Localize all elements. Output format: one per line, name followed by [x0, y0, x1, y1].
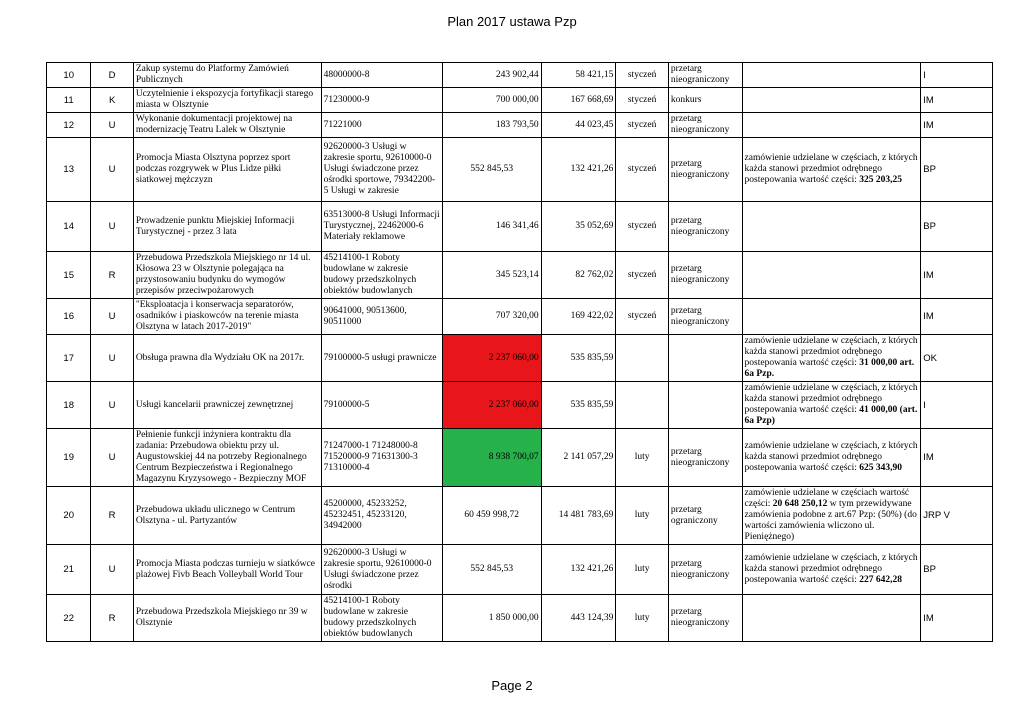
notes-text: zamówienie udzielane w częściach, z których każda stanowi przedmiot odrębnego postepowania wartość części: — [744, 336, 918, 368]
department-cell: IM — [921, 113, 993, 138]
notes-text: zamówienie udzielane w częściach, z których każda stanowi przedmiot odrębnego postepowania wartość części: — [744, 441, 918, 473]
table-row — [47, 252, 993, 299]
department-cell: BP — [921, 202, 993, 252]
notes-cell — [742, 335, 921, 382]
description-cell: Obsługa prawna dla Wydziału OK na 2017r. — [133, 335, 321, 382]
euro-value-cell: 82 762,02 — [541, 252, 616, 299]
notes-text: zamówienie udzielane w częściach, z których każda stanowi przedmiot odrębnego postepowania wartość części: — [744, 153, 918, 185]
table-row — [47, 202, 993, 252]
type-code-cell: U — [91, 429, 133, 487]
net-value-cell: 243 902,44 — [442, 63, 541, 88]
notes-value: 325 203,25 — [859, 175, 903, 185]
deadline-cell — [616, 335, 668, 382]
description-cell: Promocja Miasta podczas turnieju w siatkówce plażowej Fivb Beach Volleyball World Tour — [133, 545, 321, 595]
net-value-cell: 146 341,46 — [442, 202, 541, 252]
cpv-code-cell: 71247000-1 71248000-8 71520000-9 71631300-3 71310000-4 — [321, 429, 442, 487]
table-row — [47, 138, 993, 202]
page-number: Page 2 — [491, 678, 533, 693]
euro-value-cell: 58 421,15 — [541, 63, 616, 88]
department-cell: I — [921, 382, 993, 429]
notes-value: 31 000,00 art. 6a Pzp. — [744, 358, 915, 379]
row-number-cell: 10 — [47, 63, 91, 88]
net-value-cell: 183 793,50 — [442, 113, 541, 138]
department-cell: IM — [921, 595, 993, 642]
description-cell: Zakup systemu do Platformy Zamówień Publicznych — [133, 63, 321, 88]
cpv-code-cell: 45200000, 45233252, 45232451, 45233120, 34942000 — [321, 487, 442, 545]
cpv-code-cell: 92620000-3 Usługi w zakresie sportu, 92610000-0 Usługi świadczone przez ośrodki sportowe, 79342200-5 Usługi w zakresie — [321, 138, 442, 202]
cpv-code-cell: 63513000-8 Usługi Informacji Turystycznej, 22462000-6 Materiały reklamowe — [321, 202, 442, 252]
notes-cell — [742, 88, 921, 113]
type-code-cell: U — [91, 138, 133, 202]
department-cell: IM — [921, 429, 993, 487]
deadline-cell: luty — [616, 429, 668, 487]
department-cell: IM — [921, 88, 993, 113]
table-row — [47, 335, 993, 382]
row-number-cell: 20 — [47, 487, 91, 545]
description-cell: Przebudowa układu ulicznego w Centrum Olsztyna - ul. Partyzantów — [133, 487, 321, 545]
net-value-cell: 552 845,53 — [442, 138, 541, 202]
notes-cell — [742, 429, 921, 487]
table-row — [47, 595, 993, 642]
net-value-cell: 707 320,00 — [442, 299, 541, 335]
page-title: Plan 2017 ustawa Pzp — [447, 14, 577, 29]
notes-value: 41 000,00 (art. 6a Pzp) — [744, 405, 918, 426]
row-number-cell: 14 — [47, 202, 91, 252]
euro-value-cell: 2 141 057,29 — [541, 429, 616, 487]
net-value-cell: 2 237 060,00 — [442, 382, 541, 429]
department-cell: IM — [921, 299, 993, 335]
description-cell: Pełnienie funkcji inżyniera kontraktu dla zadania: Przebudowa obiektu przy ul. Augustowskiej 44 na potrzeby Regionalnego Centrum Bezpieczeństwa i Regionalnego Magazynu Kryzysowego - Bezpieczny MOF — [133, 429, 321, 487]
euro-value-cell: 132 421,26 — [541, 138, 616, 202]
procedure-cell: konkurs — [668, 88, 742, 113]
row-number-cell: 11 — [47, 88, 91, 113]
row-number-cell: 16 — [47, 299, 91, 335]
notes-cell — [742, 63, 921, 88]
department-cell: I — [921, 63, 993, 88]
procedure-cell: przetarg nieograniczony — [668, 113, 742, 138]
deadline-cell: styczeń — [616, 299, 668, 335]
department-cell: IM — [921, 252, 993, 299]
notes-text-tail: w tym przewidywane zamówienia podobne z art.67 Pzp: (50%) (do wartości zamówienia wliczono ul. Pieniężnego) — [744, 499, 917, 542]
cpv-code-cell: 71221000 — [321, 113, 442, 138]
cpv-code-cell: 79100000-5 — [321, 382, 442, 429]
notes-text: zamówienie udzielane w częściach, z których każda stanowi przedmiot odrębnego postepowania wartość części: — [744, 553, 918, 585]
euro-value-cell: 167 668,69 — [541, 88, 616, 113]
description-cell: "Eksploatacja i konserwacja separatorów, osadników i piaskowców na terenie miasta Olsztyna w latach 2017-2019" — [133, 299, 321, 335]
deadline-cell: styczeń — [616, 252, 668, 299]
type-code-cell: K — [91, 88, 133, 113]
euro-value-cell: 443 124,39 — [541, 595, 616, 642]
net-value-cell: 60 459 998,72 — [442, 487, 541, 545]
description-cell: Prowadzenie punktu Miejskiej Informacji Turystycznej - przez 3 lata — [133, 202, 321, 252]
notes-cell — [742, 299, 921, 335]
description-cell: Usługi kancelarii prawniczej zewnętrznej — [133, 382, 321, 429]
table-row — [47, 63, 993, 88]
procedure-cell: przetarg nieograniczony — [668, 545, 742, 595]
procedure-cell: przetarg nieograniczony — [668, 252, 742, 299]
euro-value-cell: 535 835,59 — [541, 335, 616, 382]
net-value-cell: 2 237 060,00 — [442, 335, 541, 382]
cpv-code-cell: 45214100-1 Roboty budowlane w zakresie budowy przedszkolnych obiektów budowlanych — [321, 595, 442, 642]
table-row — [47, 429, 993, 487]
department-cell: BP — [921, 545, 993, 595]
type-code-cell: U — [91, 113, 133, 138]
row-number-cell: 21 — [47, 545, 91, 595]
department-cell: JRP V — [921, 487, 993, 545]
notes-text: zamówienie udzielane w częściach, z których każda stanowi przedmiot odrębnego postepowania wartość części: — [744, 383, 918, 415]
procedure-cell: przetarg nieograniczony — [668, 202, 742, 252]
table-row — [47, 487, 993, 545]
notes-value: 20 648 250,12 — [772, 499, 828, 509]
notes-cell — [742, 595, 921, 642]
row-number-cell: 18 — [47, 382, 91, 429]
row-number-cell: 13 — [47, 138, 91, 202]
euro-value-cell: 14 481 783,69 — [541, 487, 616, 545]
euro-value-cell: 35 052,69 — [541, 202, 616, 252]
net-value-cell: 345 523,14 — [442, 252, 541, 299]
description-cell: Wykonanie dokumentacji projektowej na modernizację Teatru Lalek w Olsztynie — [133, 113, 321, 138]
procedure-cell: przetarg nieograniczony — [668, 595, 742, 642]
procedure-cell: przetarg nieograniczony — [668, 63, 742, 88]
procedure-cell: przetarg nieograniczony — [668, 138, 742, 202]
department-cell: BP — [921, 138, 993, 202]
deadline-cell: luty — [616, 545, 668, 595]
table-row — [47, 88, 993, 113]
row-number-cell: 22 — [47, 595, 91, 642]
notes-cell — [742, 202, 921, 252]
cpv-code-cell: 71230000-9 — [321, 88, 442, 113]
cpv-code-cell: 48000000-8 — [321, 63, 442, 88]
table-row — [47, 113, 993, 138]
notes-cell — [742, 113, 921, 138]
notes-value: 625 343,90 — [859, 463, 903, 473]
procedure-cell — [668, 335, 742, 382]
cpv-code-cell: 45214100-1 Roboty budowlane w zakresie budowy przedszkolnych obiektów budowlanych — [321, 252, 442, 299]
notes-cell — [742, 138, 921, 202]
deadline-cell: styczeń — [616, 138, 668, 202]
table-row — [47, 545, 993, 595]
procurement-plan-table — [46, 62, 993, 642]
description-cell: Przebudowa Przedszkola Miejskiego nr 14 ul. Kłosowa 23 w Olsztynie polegająca na przystosowaniu budynku do wymogów przepisów przeciwpożarowych — [133, 252, 321, 299]
type-code-cell: U — [91, 202, 133, 252]
type-code-cell: U — [91, 335, 133, 382]
table-row — [47, 382, 993, 429]
cpv-code-cell: 79100000-5 usługi prawnicze — [321, 335, 442, 382]
notes-cell — [742, 252, 921, 299]
deadline-cell: styczeń — [616, 202, 668, 252]
row-number-cell: 17 — [47, 335, 91, 382]
deadline-cell: styczeń — [616, 88, 668, 113]
net-value-cell: 1 850 000,00 — [442, 595, 541, 642]
deadline-cell: styczeń — [616, 63, 668, 88]
department-cell: OK — [921, 335, 993, 382]
type-code-cell: U — [91, 545, 133, 595]
description-cell: Promocja Miasta Olsztyna poprzez sport podczas rozgrywek w Plus Lidze piłki siatkowej mężczyzn — [133, 138, 321, 202]
description-cell: Uczytelnienie i ekspozycja fortyfikacji starego miasta w Olsztynie — [133, 88, 321, 113]
net-value-cell: 552 845,53 — [442, 545, 541, 595]
type-code-cell: D — [91, 63, 133, 88]
type-code-cell: R — [91, 595, 133, 642]
deadline-cell: luty — [616, 595, 668, 642]
notes-value: 227 642,28 — [859, 575, 903, 585]
type-code-cell: U — [91, 299, 133, 335]
type-code-cell: R — [91, 252, 133, 299]
description-cell: Przebudowa Przedszkola Miejskiego nr 39 w Olsztynie — [133, 595, 321, 642]
deadline-cell: luty — [616, 487, 668, 545]
row-number-cell: 15 — [47, 252, 91, 299]
procedure-cell: przetarg nieograniczony — [668, 429, 742, 487]
net-value-cell: 700 000,00 — [442, 88, 541, 113]
procedure-cell: przetarg nieograniczony — [668, 299, 742, 335]
deadline-cell — [616, 382, 668, 429]
notes-cell — [742, 382, 921, 429]
euro-value-cell: 535 835,59 — [541, 382, 616, 429]
notes-cell — [742, 487, 921, 545]
deadline-cell: styczeń — [616, 113, 668, 138]
cpv-code-cell: 90641000, 90513600, 90511000 — [321, 299, 442, 335]
notes-cell — [742, 545, 921, 595]
notes-text: zamówienie udzielane w częściach wartość części: — [744, 488, 910, 509]
procedure-cell — [668, 382, 742, 429]
euro-value-cell: 169 422,02 — [541, 299, 616, 335]
cpv-code-cell: 92620000-3 Usługi w zakresie sportu, 92610000-0 Usługi świadczone przez ośrodki — [321, 545, 442, 595]
net-value-cell: 8 938 700,07 — [442, 429, 541, 487]
row-number-cell: 12 — [47, 113, 91, 138]
type-code-cell: U — [91, 382, 133, 429]
euro-value-cell: 132 421,26 — [541, 545, 616, 595]
row-number-cell: 19 — [47, 429, 91, 487]
procedure-cell: przetarg ograniczony — [668, 487, 742, 545]
table-row — [47, 299, 993, 335]
euro-value-cell: 44 023,45 — [541, 113, 616, 138]
type-code-cell: R — [91, 487, 133, 545]
